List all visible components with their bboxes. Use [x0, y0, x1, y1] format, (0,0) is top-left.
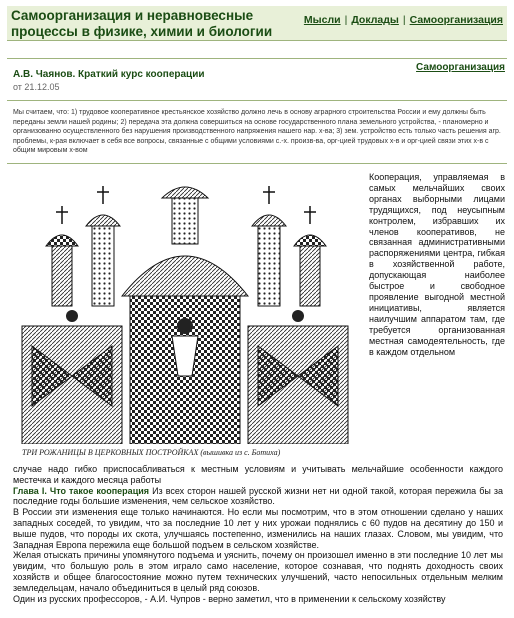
body-paragraph: Один из русских профессоров, - А.И. Чупров - верно заметил, что в применении к сельскому хозяйству	[13, 593, 446, 604]
abstract-divider	[7, 163, 507, 164]
article-body	[13, 464, 503, 604]
article-divider	[7, 100, 507, 101]
article-title: А.В. Чаянов. Краткий курс кооперации	[13, 69, 205, 80]
article-abstract: Мы считаем, что: 1) трудовое кооперативное крестьянское хозяйство должно лечь в основу аграрного строительства России и ему должны быть переданы земли нашей родины; 2) передача эта должна совершиться на основе государственного плана земельного устройства, - планомерно и организованно осуществленного без нарушения производственного напряжения нашего нар. х-ва; 3) зем. устройство есть только часть решения агр. проблемы, к-рая включает в себя все вопросы, связанные с общими условиями с.-х. произв-ва, орг-цией трудовых х-в и орг-цией связи этих х-в с общим мировым х-вом	[13, 109, 501, 154]
article-date: от 21.12.05	[13, 82, 60, 92]
side-column-text: Кооперация, управляемая в самых мельчайших своих органах выборными лицами трудящихся, под неусыпным контролем, избравших их членов кооперативов, не связанная административными распоряжениями центра, гибкая в хозяйственной работе, допускающая наиболее быстрое и свободное проявление выгодной местной инициативы, является наилучшим аппаратом там, где требуется организованная местная самодеятельность, где в каждом отдельном	[369, 172, 505, 357]
embroidery-illustration	[12, 176, 358, 462]
section-link-container	[416, 62, 505, 73]
figure-caption-main: ТРИ РОЖАНИЦЫ В ЦЕРКОВНЫХ ПОСТРОЙКАХ	[22, 448, 199, 457]
header-divider	[7, 58, 507, 59]
figure-caption-note: (вышивка из с. Ботиха)	[200, 448, 281, 457]
figure-caption	[12, 448, 358, 457]
site-title: Самоорганизация и неравновесные процессы в физике, химии и биологии	[11, 8, 273, 39]
section-link-self-organization[interactable]: Самоорганизация	[416, 62, 505, 73]
site-header	[7, 6, 507, 41]
nav-separator: |	[402, 14, 406, 26]
chapter-heading: Глава I. Что такое кооперация	[13, 485, 150, 496]
top-navigation	[304, 14, 503, 26]
chapter-intro-text: Из всех сторон нашей русской жизни нет ни одной такой, которая пережила бы за последние годы большие изменения, чем сельское хозяйство.	[13, 485, 503, 507]
chapter-paragraph	[13, 486, 503, 508]
nav-separator: |	[344, 14, 348, 26]
body-paragraph: В России эти изменения еще только начинаются. Но если мы посмотрим, что в этом отношении сделано у наших западных соседей, то увидим, что за последние 10 лет у них урожаи поднялись с 60 пудов на десятину до 150 и выше пудов, что породы их скота, улучшаясь постепенно, изменились на наших глазах. Словом, мы увидим, что Западная Европа пережила еще большой подъем в сельском хозяйстве.	[13, 507, 503, 550]
nav-link-self-organization[interactable]: Самоорганизация	[409, 14, 503, 26]
body-paragraph: Желая отыскать причины упомянутого подъема и уяснить, почему он произошел именно в эти последние 10 лет мы увидим, что большую роль в этом играло само население, которое сознавая, что поднять доходность своих хозяйств и общее благосостояние можно путем технических улучшений, часто непосильных отдельным мелким земледельцам, начало объединиться в целый ряд союзов.	[13, 550, 503, 593]
nav-link-thoughts[interactable]: Мысли	[303, 14, 341, 26]
embroidery-pattern-image	[12, 176, 358, 444]
nav-link-reports[interactable]: Доклады	[351, 14, 399, 26]
body-lead-paragraph: случае надо гибко приспосабливаться к местным условиям и учитывать мельчайшие особенности каждого местечка и каждого месяца работы	[13, 464, 503, 485]
